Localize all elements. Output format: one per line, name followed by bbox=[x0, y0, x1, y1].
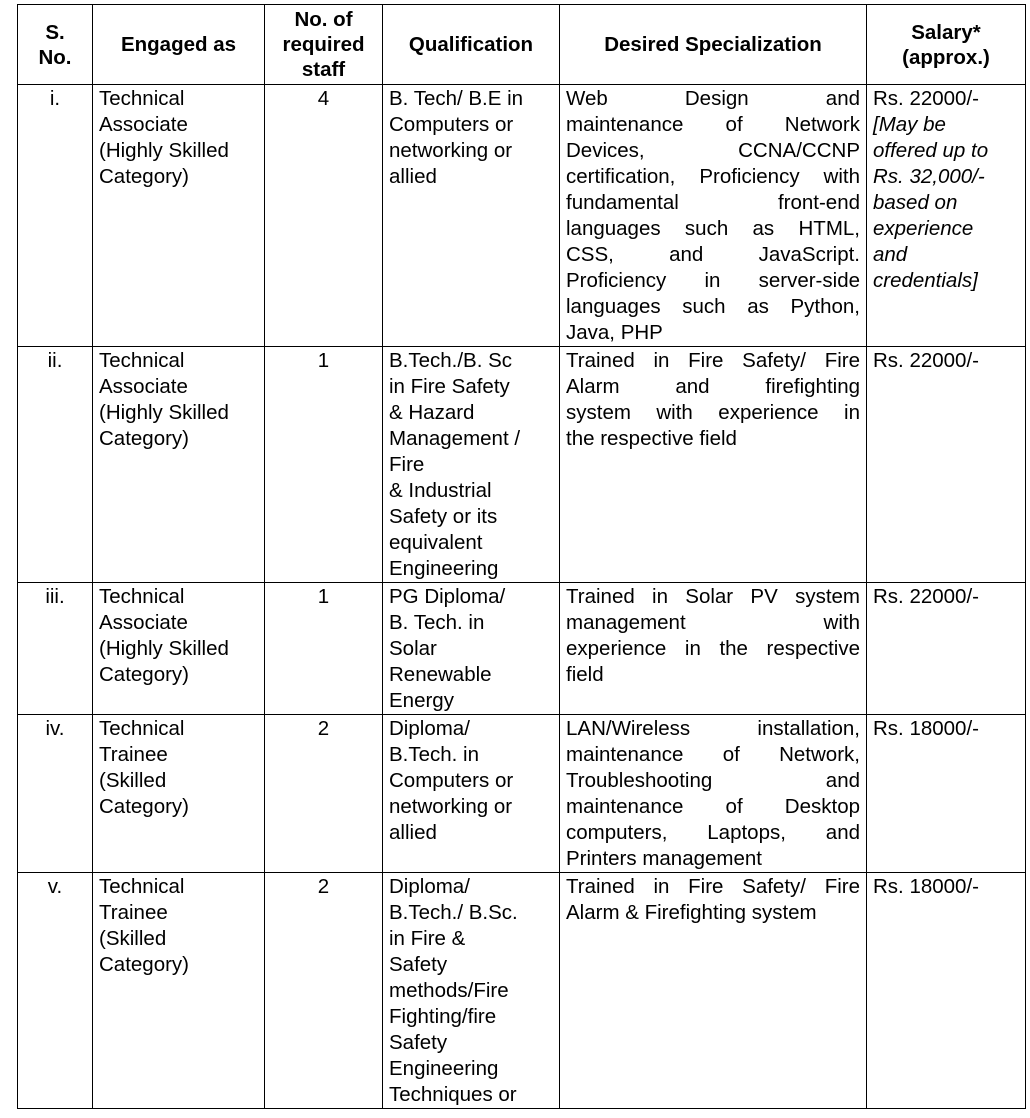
cell-engaged-as bbox=[93, 583, 265, 715]
qualification-line: Diploma/ bbox=[389, 875, 470, 898]
table-row bbox=[18, 583, 1026, 715]
qualification-line: Management / bbox=[389, 427, 521, 450]
qualification-line: PG Diploma/ bbox=[389, 585, 506, 608]
engaged-line: Trainee bbox=[99, 901, 168, 924]
specialization-line: Web Design and bbox=[566, 87, 860, 110]
qualification-line: in Fire & bbox=[389, 927, 466, 950]
engaged-line: Technical bbox=[99, 875, 185, 898]
cell-specialization bbox=[560, 85, 867, 347]
cell-specialization bbox=[560, 873, 867, 1109]
header-sno-line: S. bbox=[45, 20, 65, 44]
cell-salary bbox=[867, 347, 1026, 583]
table-row bbox=[18, 715, 1026, 873]
qualification-line: allied bbox=[389, 165, 437, 188]
qualification-line: in Fire Safety bbox=[389, 375, 510, 398]
specialization-line: system with experience in bbox=[566, 401, 860, 424]
header-qualification bbox=[383, 5, 560, 85]
qualification-line: Fire bbox=[389, 453, 425, 476]
header-count-line: required bbox=[282, 33, 365, 56]
specialization-line: Java, PHP bbox=[566, 321, 663, 344]
cell-qualification bbox=[383, 715, 560, 873]
specialization-line: languages such as HTML, bbox=[566, 217, 860, 240]
salary-value: Rs. 22000/- bbox=[873, 87, 979, 110]
qualification-line: B.Tech./B. Sc bbox=[389, 349, 513, 372]
qualification-line: allied bbox=[389, 821, 437, 844]
header-sno-line: No. bbox=[38, 45, 72, 69]
cell-specialization bbox=[560, 347, 867, 583]
cell-engaged-as bbox=[93, 873, 265, 1109]
header-engaged-label: Engaged as bbox=[120, 33, 237, 56]
engaged-line: Category) bbox=[99, 427, 190, 450]
specialization-line: maintenance of Network bbox=[566, 113, 860, 136]
salary-note-line: based on bbox=[873, 191, 958, 214]
qualification-line: Safety bbox=[389, 953, 448, 976]
specialization-line: the respective field bbox=[566, 427, 737, 450]
salary-value: Rs. 22000/- bbox=[873, 349, 979, 372]
header-salary-line: (approx.) bbox=[902, 45, 990, 69]
salary-note-line: [May be bbox=[873, 113, 946, 136]
specialization-line: Trained in Fire Safety/ Fire bbox=[566, 349, 860, 372]
header-sno bbox=[18, 5, 93, 85]
engaged-line: Technical bbox=[99, 87, 185, 110]
qualification-line: Energy bbox=[389, 689, 454, 712]
salary-value: Rs. 18000/- bbox=[873, 717, 979, 740]
qualification-line: networking or bbox=[389, 139, 513, 162]
engaged-line: Associate bbox=[99, 611, 188, 634]
qualification-line: Renewable bbox=[389, 663, 492, 686]
qualification-line: B. Tech. in bbox=[389, 611, 485, 634]
header-engaged-as bbox=[93, 5, 265, 85]
cell-engaged-as bbox=[93, 85, 265, 347]
header-salary bbox=[867, 5, 1026, 85]
cell-required-staff: 1 bbox=[265, 583, 383, 715]
specialization-line: Trained in Solar PV system bbox=[566, 585, 860, 608]
table-row bbox=[18, 873, 1026, 1109]
specialization-line: maintenance of Desktop bbox=[566, 795, 860, 818]
salary-value: Rs. 22000/- bbox=[873, 585, 979, 608]
cell-specialization bbox=[560, 715, 867, 873]
cell-sno: iii. bbox=[18, 583, 93, 715]
specialization-line: Alarm and firefighting bbox=[566, 375, 860, 398]
specialization-line: management with bbox=[566, 611, 860, 634]
cell-engaged-as bbox=[93, 715, 265, 873]
salary-value: Rs. 18000/- bbox=[873, 875, 979, 898]
specialization-line: field bbox=[566, 663, 604, 686]
specialization-line: Devices, CCNA/CCNP bbox=[566, 139, 860, 162]
specialization-line: fundamental front-end bbox=[566, 191, 860, 214]
qualification-line: Engineering bbox=[389, 557, 499, 580]
qualification-line: Techniques or bbox=[389, 1083, 517, 1106]
specialization-line: CSS, and JavaScript. bbox=[566, 243, 860, 266]
header-count-line: staff bbox=[301, 58, 346, 81]
header-required-staff bbox=[265, 5, 383, 85]
cell-engaged-as bbox=[93, 347, 265, 583]
qualification-line: & Hazard bbox=[389, 401, 475, 424]
cell-salary bbox=[867, 85, 1026, 347]
engaged-line: (Highly Skilled bbox=[99, 401, 229, 424]
specialization-line: computers, Laptops, and bbox=[566, 821, 860, 844]
cell-salary bbox=[867, 583, 1026, 715]
engaged-line: Trainee bbox=[99, 743, 168, 766]
cell-required-staff: 1 bbox=[265, 347, 383, 583]
specialization-line: certification, Proficiency with bbox=[566, 165, 860, 188]
table-row bbox=[18, 347, 1026, 583]
cell-sno: ii. bbox=[18, 347, 93, 583]
salary-note-line: experience bbox=[873, 217, 974, 240]
cell-required-staff: 2 bbox=[265, 873, 383, 1109]
salary-note-line: Rs. 32,000/- bbox=[873, 165, 985, 188]
specialization-line: LAN/Wireless installation, bbox=[566, 717, 860, 740]
cell-qualification bbox=[383, 873, 560, 1109]
qualification-line: equivalent bbox=[389, 531, 483, 554]
cell-required-staff: 2 bbox=[265, 715, 383, 873]
qualification-line: Solar bbox=[389, 637, 437, 660]
engaged-line: Technical bbox=[99, 717, 185, 740]
table-row bbox=[18, 85, 1026, 347]
header-count-line: No. of bbox=[294, 8, 353, 31]
cell-sno: iv. bbox=[18, 715, 93, 873]
specialization-line: Trained in Fire Safety/ Fire bbox=[566, 875, 860, 898]
engaged-line: Associate bbox=[99, 375, 188, 398]
engaged-line: (Highly Skilled bbox=[99, 637, 229, 660]
cell-salary bbox=[867, 715, 1026, 873]
engaged-line: Category) bbox=[99, 165, 190, 188]
staff-requirement-table bbox=[17, 4, 1026, 1109]
cell-salary bbox=[867, 873, 1026, 1109]
cell-sno: i. bbox=[18, 85, 93, 347]
specialization-line: Proficiency in server-side bbox=[566, 269, 860, 292]
specialization-line: experience in the respective bbox=[566, 637, 860, 660]
cell-qualification bbox=[383, 85, 560, 347]
salary-note-line: credentials] bbox=[873, 269, 978, 292]
qualification-line: Computers or bbox=[389, 113, 514, 136]
engaged-line: (Highly Skilled bbox=[99, 139, 229, 162]
header-qualification-label: Qualification bbox=[408, 33, 534, 56]
engaged-line: Associate bbox=[99, 113, 188, 136]
specialization-line: maintenance of Network, bbox=[566, 743, 860, 766]
qualification-line: Engineering bbox=[389, 1057, 499, 1080]
engaged-line: Category) bbox=[99, 663, 190, 686]
qualification-line: B.Tech. in bbox=[389, 743, 480, 766]
salary-note-line: offered up to bbox=[873, 139, 989, 162]
specialization-line: Troubleshooting and bbox=[566, 769, 860, 792]
table-header-row bbox=[18, 5, 1026, 85]
cell-sno: v. bbox=[18, 873, 93, 1109]
cell-qualification bbox=[383, 583, 560, 715]
salary-note-line: and bbox=[873, 243, 908, 266]
engaged-line: Category) bbox=[99, 953, 190, 976]
header-specialization bbox=[560, 5, 867, 85]
qualification-line: B.Tech./ B.Sc. bbox=[389, 901, 518, 924]
qualification-line: Fighting/fire bbox=[389, 1005, 497, 1028]
specialization-line: Printers management bbox=[566, 847, 762, 870]
qualification-line: Diploma/ bbox=[389, 717, 470, 740]
qualification-line: Safety bbox=[389, 1031, 448, 1054]
engaged-line: Technical bbox=[99, 585, 185, 608]
qualification-line: methods/Fire bbox=[389, 979, 509, 1002]
qualification-line: & Industrial bbox=[389, 479, 492, 502]
qualification-line: Safety or its bbox=[389, 505, 498, 528]
qualification-line: networking or bbox=[389, 795, 513, 818]
header-specialization-label: Desired Specialization bbox=[604, 33, 822, 56]
specialization-line: languages such as Python, bbox=[566, 295, 860, 318]
specialization-line: Alarm & Firefighting system bbox=[566, 901, 817, 924]
engaged-line: Technical bbox=[99, 349, 185, 372]
engaged-line: (Skilled bbox=[99, 769, 167, 792]
cell-required-staff: 4 bbox=[265, 85, 383, 347]
header-salary-line: Salary* bbox=[911, 20, 981, 44]
engaged-line: (Skilled bbox=[99, 927, 167, 950]
qualification-line: Computers or bbox=[389, 769, 514, 792]
qualification-line: B. Tech/ B.E in bbox=[389, 87, 524, 110]
cell-specialization bbox=[560, 583, 867, 715]
cell-qualification bbox=[383, 347, 560, 583]
engaged-line: Category) bbox=[99, 795, 190, 818]
